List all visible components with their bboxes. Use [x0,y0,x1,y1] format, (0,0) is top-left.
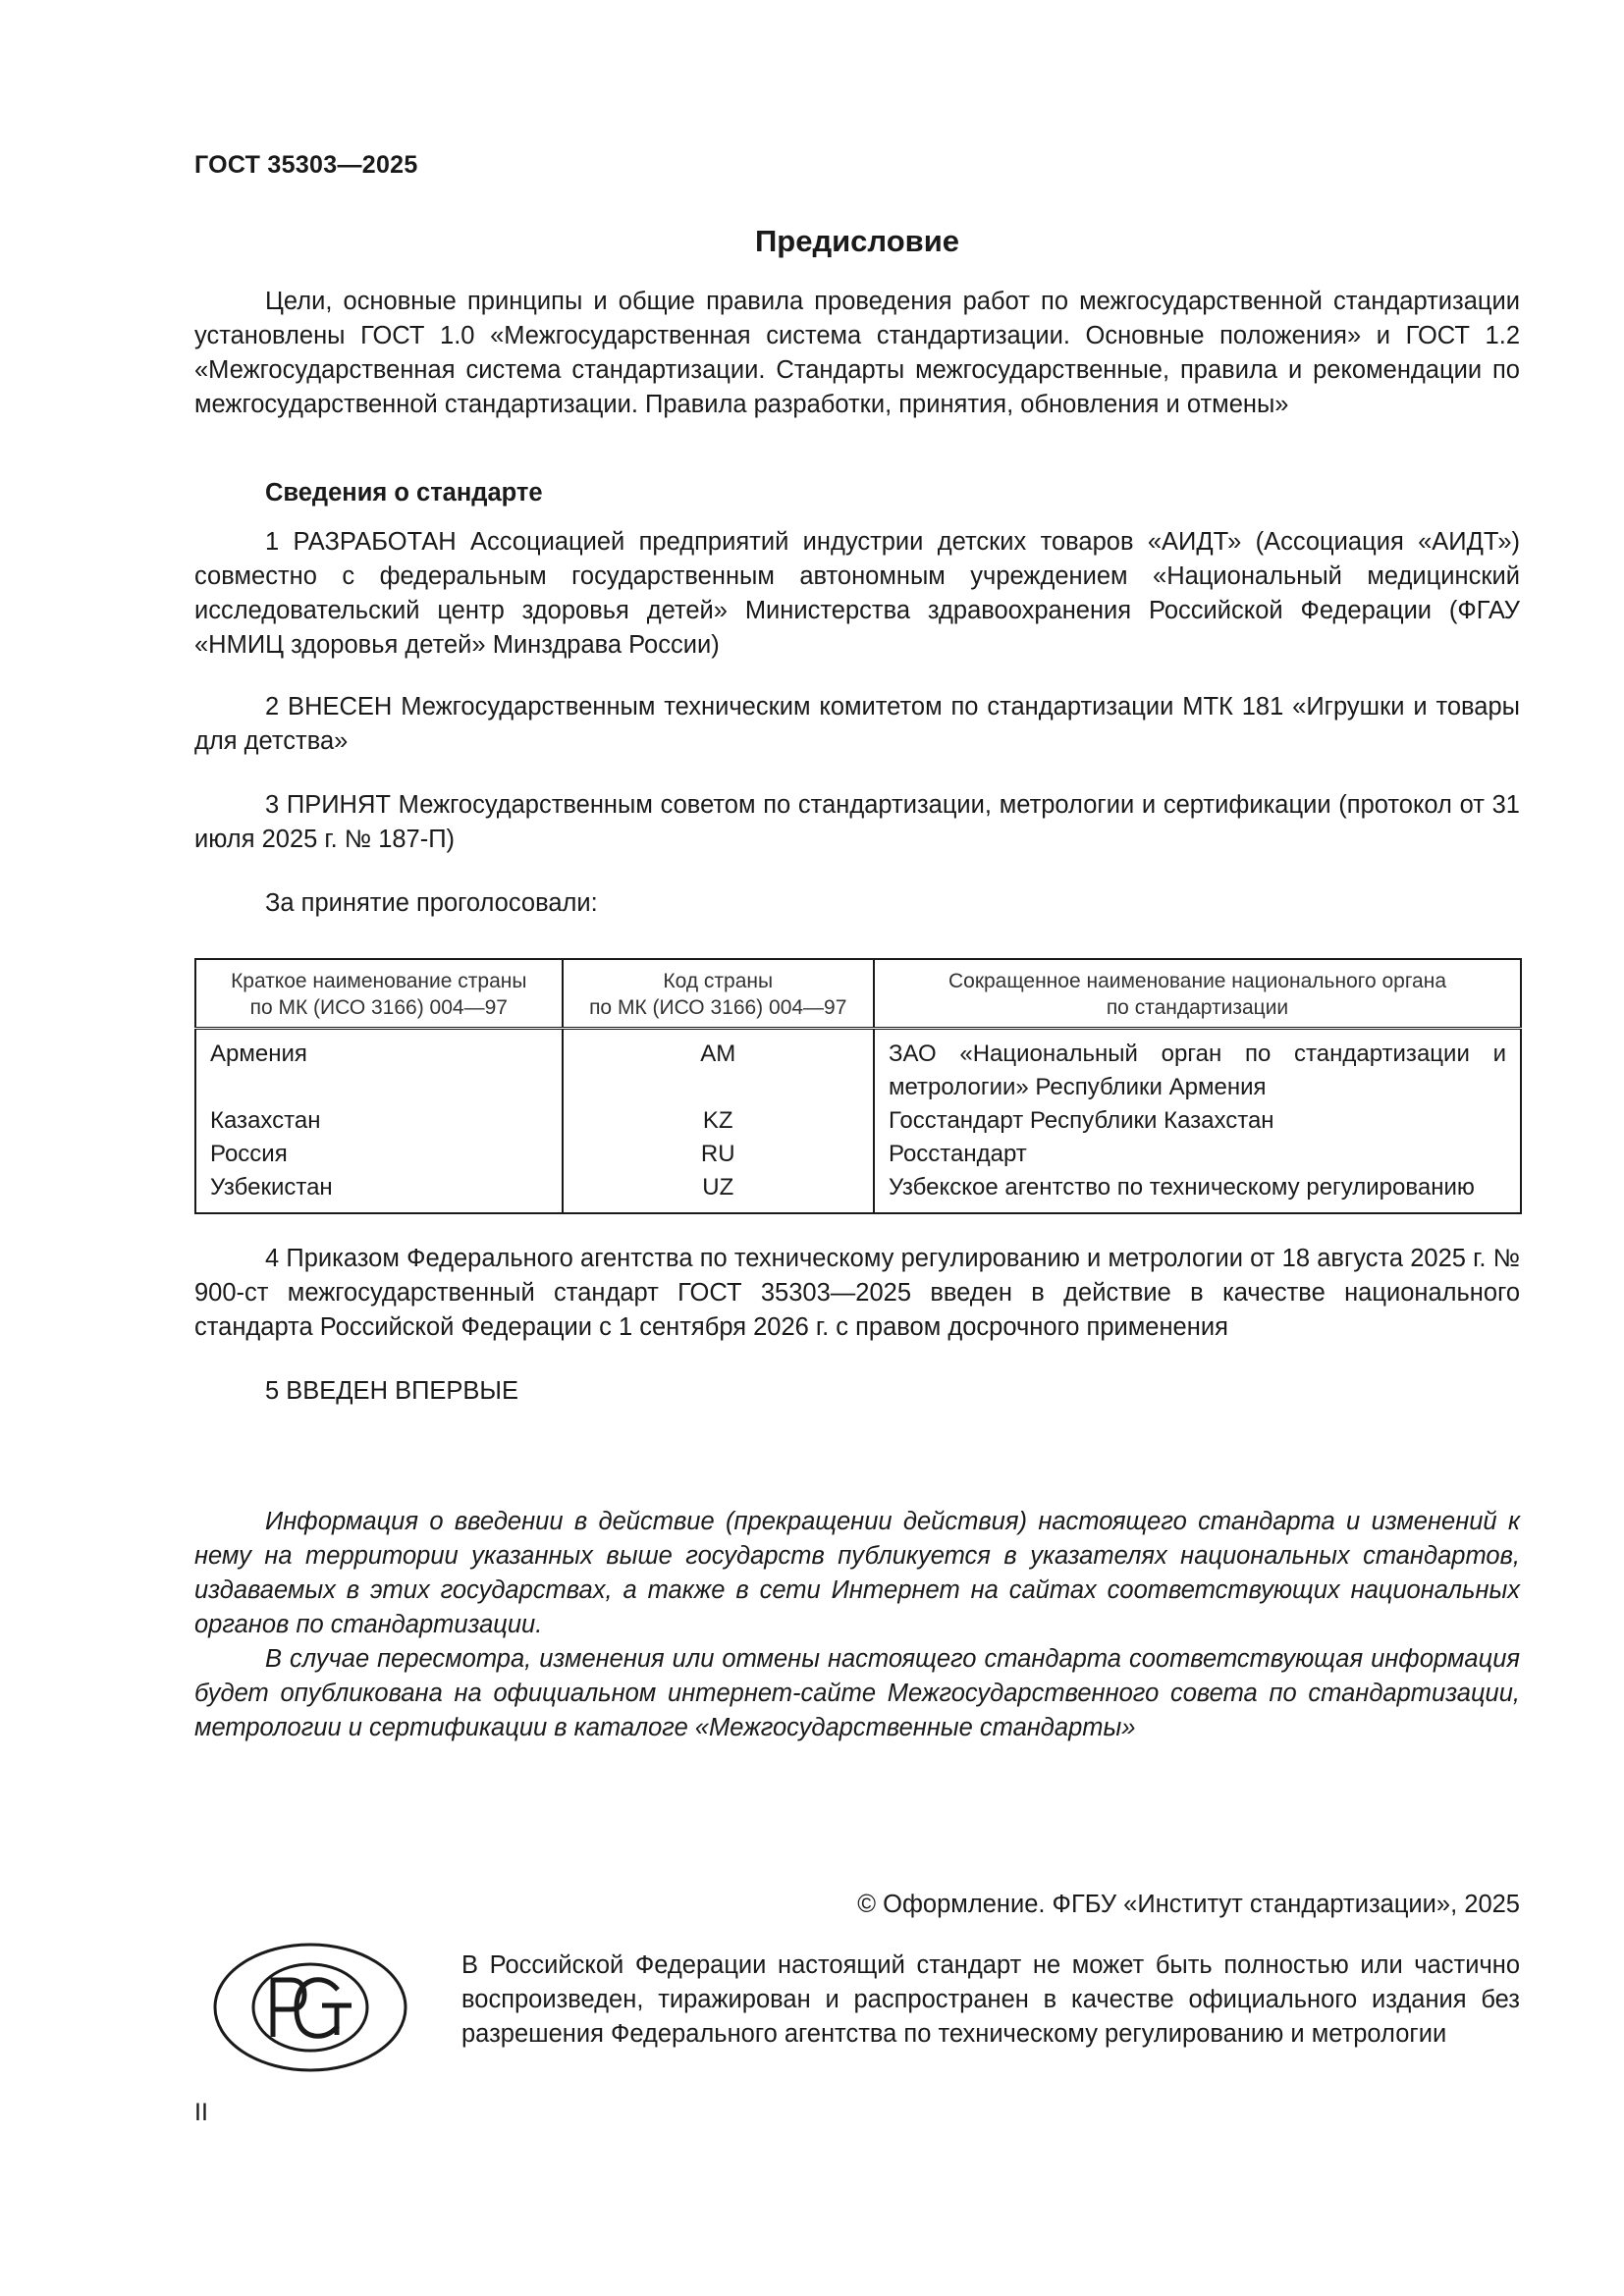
item-introduced: 2 ВНЕСЕН Межгосударственным техническим комитетом по стандартизации МТК 181 «Игрушки и товары для детства» [194,693,1520,755]
pct-logo-icon [212,1941,408,2074]
page-title: Предисловие [754,224,959,258]
intro-paragraph: Цели, основные принципы и общие правила проведения работ по межгосударственной стандартизации установлены ГОСТ 1.0 «Межгосударственная система стандартизации. Основные положения» и ГОСТ 1.2 «Межгосударственная система стандартизации. Стандарты межгосударственные, правила и рекомендации по межгосударственной стандартизации. Правила разработки, принятия, обновления и отмены» [194,288,1520,418]
info-heading: Сведения о стандарте [265,479,543,507]
table-row [195,1029,1521,1105]
header-code: Код страны по МК (ИСО 3166) 004—97 [563,959,874,1029]
table-header-row [195,959,1521,1029]
cell-body: Госстандарт Республики Казахстан [888,1107,1274,1134]
cell-country: Россия [195,1138,563,1171]
item-adopted: 3 ПРИНЯТ Межгосударственным советом по стандартизации, метрологии и сертификации (протокол от 31 июля 2025 г. № 187-П) [194,791,1520,853]
notice-paragraph-2: В случае пересмотра, изменения или отмены настоящего стандарта соответствующая информация будет опубликована на официальном интернет-сайте Межгосударственного совета по стандартизации, метрологии и сертификации в каталоге «Межгосударственные стандарты» [194,1645,1520,1741]
table-row [195,1138,1521,1171]
table-row [195,1104,1521,1138]
cell-body: ЗАО «Национальный орган по стандартизации и метрологии» Республики Армения [888,1041,1506,1100]
cell-code: RU [563,1138,874,1171]
page-number: II [194,2099,208,2126]
cell-body: Росстандарт [888,1141,1027,1167]
cell-code: UZ [563,1171,874,1213]
table-row [195,1171,1521,1213]
voted-label: За принятие проголосовали: [265,889,598,917]
cell-code: AM [563,1029,874,1105]
cell-country: Узбекистан [195,1171,563,1213]
document-code: ГОСТ 35303—2025 [194,151,418,179]
cell-body: Узбекское агентство по техническому регулированию [888,1174,1475,1201]
header-body: Сокращенное наименование национального органа по стандартизации [874,959,1521,1029]
notice-paragraph-1: Информация о введении в действие (прекращении действия) настоящего стандарта и изменений к нему на территории указанных выше государств публикуется в указателях национальных стандартов, издаваемых в этих государствах, а также в сети Интернет на сайтах соответствующих национальных органов по стандартизации. [194,1508,1520,1638]
item-developed: 1 РАЗРАБОТАН Ассоциацией предприятий индустрии детских товаров «АИДТ» (Ассоциация «АИДТ») совместно с федеральным государственным автономным учреждением «Национальный медицинский исследовательский центр здоровья детей» Министерства здравоохранения Российской Федерации (ФГАУ «НМИЦ здоровья детей» Минздрава России) [194,528,1520,659]
cell-code: KZ [563,1104,874,1138]
item-order: 4 Приказом Федерального агентства по техническому регулированию и метрологии от 18 августа 2025 г. № 900-ст межгосударственный стандарт ГОСТ 35303—2025 введен в действие в качестве национального стандарта Российской Федерации с 1 сентября 2026 г. с правом досрочного применения [194,1245,1520,1341]
cell-country: Армения [195,1029,563,1105]
rights-notice: В Российской Федерации настоящий стандарт не может быть полностью или частично воспроизведен, тиражирован и распространен в качестве официального издания без разрешения Федерального агентства по техническому регулированию и метрологии [461,1951,1520,2048]
header-country: Краткое наименование страны по МК (ИСО 3166) 004—97 [195,959,563,1029]
item-first-time: 5 ВВЕДЕН ВПЕРВЫЕ [265,1377,519,1405]
copyright-line: © Оформление. ФГБУ «Институт стандартизации», 2025 [857,1891,1520,1918]
voting-table [194,958,1522,1214]
cell-country: Казахстан [195,1104,563,1138]
